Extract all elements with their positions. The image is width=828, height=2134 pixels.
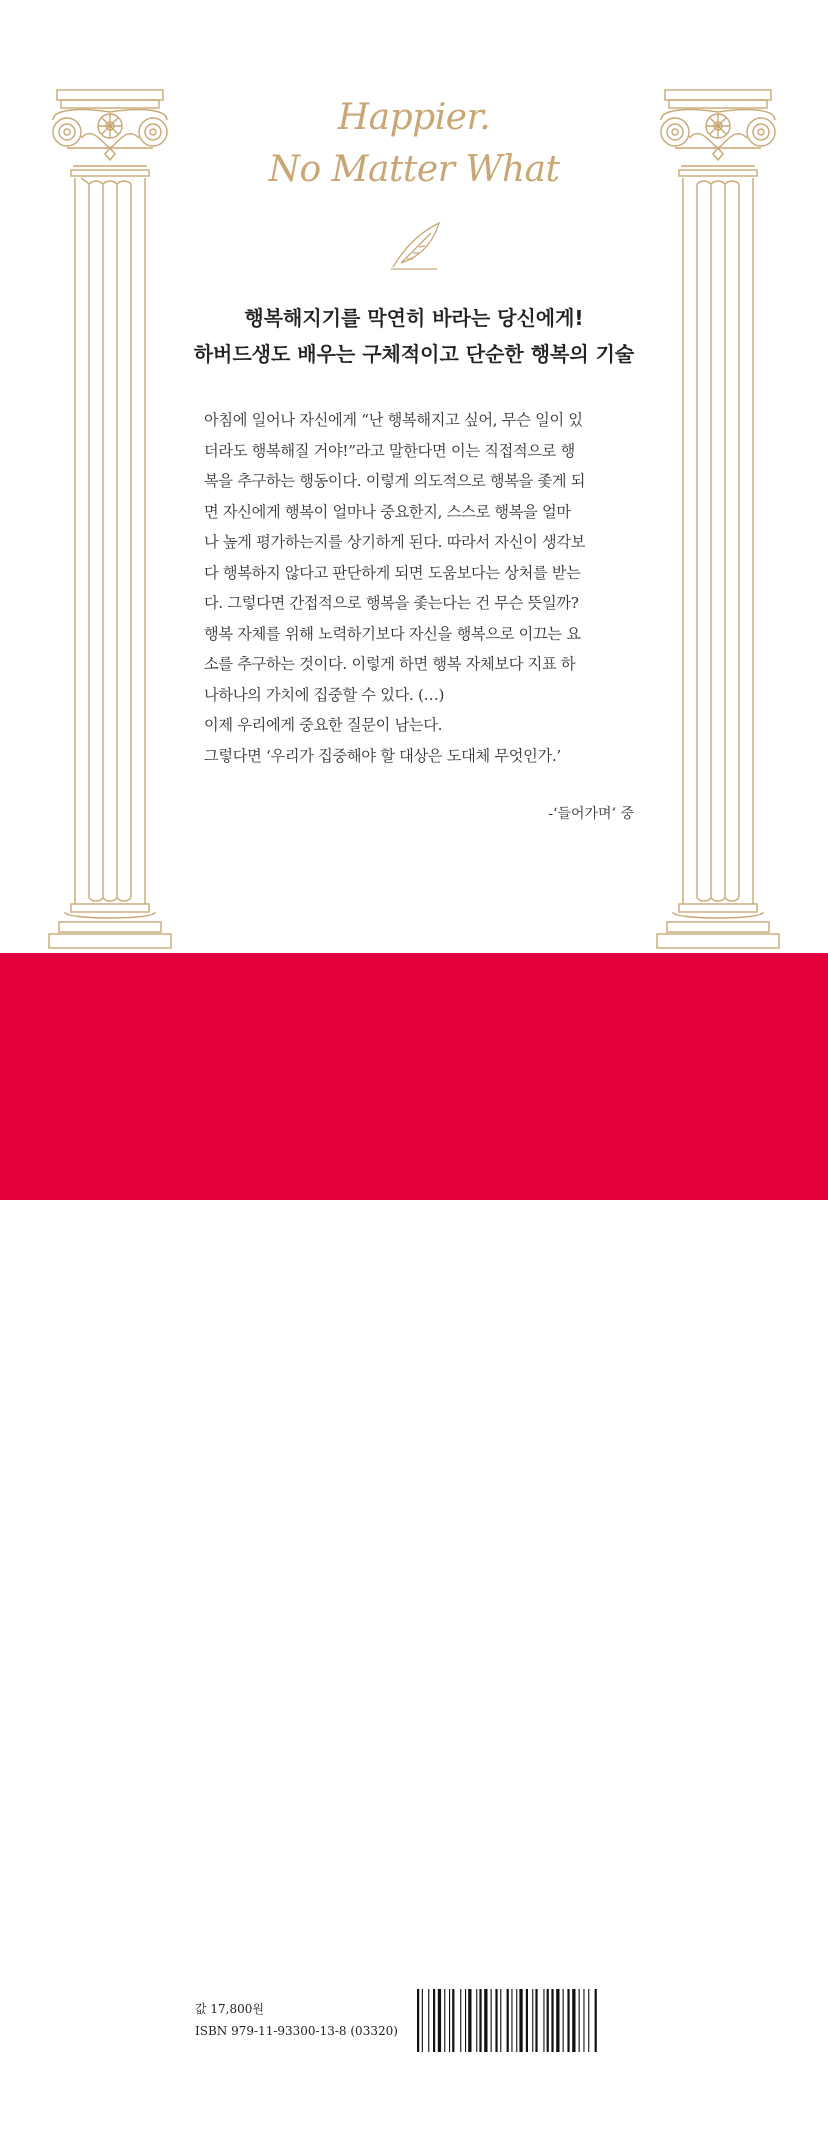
barcode-bar	[583, 1989, 584, 2052]
english-title	[250, 92, 578, 196]
watermark: yes24	[775, 2123, 806, 2134]
title-line-1: Happier.	[337, 97, 491, 138]
barcode-bar	[500, 1989, 501, 2052]
price-barcode-box	[177, 1983, 652, 2058]
barcode-bar	[465, 1989, 466, 2052]
barcode-bar	[484, 1989, 487, 2052]
barcode-bar	[572, 1989, 575, 2052]
price-info	[195, 1998, 398, 2042]
barcode-bar	[543, 1989, 544, 2052]
barcode-bar	[567, 1989, 569, 2052]
excerpt-line: 다. 그렇다면 간접적으로 행복을 좇는다는 건 무슨 뜻일까?	[204, 594, 579, 612]
excerpt-line: 소를 추구하는 것이다. 이렇게 하면 행복 자체보다 지표 하	[204, 655, 576, 673]
excerpt-line: 면 자신에게 행복이 얼마나 중요한지, 스스로 행복을 얼마	[204, 502, 571, 521]
barcode-bar	[444, 1989, 445, 2052]
barcode-bar	[532, 1989, 533, 2052]
headline-line-2: 하버드생도 배우는 구체적이고 단순한 행복의 기술	[193, 342, 635, 366]
barcode-bar	[526, 1989, 528, 2052]
excerpt-line: 복을 추구하는 행동이다. 이렇게 의도적으로 행복을 좇게 되	[204, 472, 586, 490]
barcode-bar	[468, 1989, 471, 2052]
barcode-bar	[433, 1989, 435, 2052]
headline-line-1: 행복해지기를 막연히 바라는 당신에게!	[244, 306, 584, 330]
barcode-bar	[417, 1989, 419, 2052]
barcode-bar	[588, 1989, 589, 2052]
left-ionic-column-illustration	[45, 86, 175, 950]
barcode-bar	[449, 1989, 450, 2052]
excerpt-line: 나 높게 평가하는지를 상기하게 된다. 따라서 자신이 생각보	[204, 533, 586, 551]
right-ionic-column-illustration	[653, 86, 783, 950]
excerpt-line: 행복 자체를 위해 노력하기보다 자신을 행복으로 이끄는 요	[204, 624, 581, 643]
barcode-bar	[460, 1989, 461, 2052]
barcode-bar	[452, 1989, 454, 2052]
barcode-bar	[579, 1989, 580, 2052]
barcode-bar	[507, 1989, 509, 2052]
barcode-bar	[491, 1989, 492, 2052]
barcode-bar	[556, 1989, 559, 2052]
excerpt-attribution: -‘들어가며’ 중	[548, 806, 634, 822]
excerpt-line: 이제 우리에게 중요한 질문이 남는다.	[204, 716, 443, 734]
barcode-bar	[422, 1989, 423, 2052]
quill-feather-icon	[385, 215, 445, 275]
barcode-bar	[595, 1989, 597, 2052]
barcode-bar	[516, 1989, 517, 2052]
excerpt-line: 다 행복하지 않다고 판단하게 되면 도움보다는 상처를 받는	[204, 563, 581, 582]
excerpt-line: 더라도 행복해질 거야!”라고 말한다면 이는 직접적으로 행	[204, 441, 575, 460]
headline	[130, 300, 698, 372]
barcode-bar	[495, 1989, 497, 2052]
barcode-bar	[519, 1989, 522, 2052]
red-bottom-band	[0, 953, 828, 2134]
excerpt-line: 아침에 일어나 자신에게 “난 행복해지고 싶어, 무슨 일이 있	[204, 411, 583, 429]
excerpt-line: 그렇다면 ‘우리가 집중해야 할 대상은 도대체 무엇인가.’	[204, 746, 561, 765]
isbn-label: ISBN 979-11-93300-13-8 (03320)	[195, 2024, 398, 2038]
barcode-bar	[476, 1989, 477, 2052]
barcode	[415, 1989, 647, 2052]
barcode-bar	[535, 1989, 537, 2052]
excerpt-text	[204, 405, 634, 771]
barcode-bar	[428, 1989, 429, 2052]
barcode-bar	[547, 1989, 549, 2052]
barcode-bar	[551, 1989, 553, 2052]
barcode-bar	[511, 1989, 512, 2052]
title-line-2: No Matter What	[268, 149, 560, 190]
excerpt-line: 나하나의 가치에 집중할 수 있다. (…)	[204, 685, 445, 704]
price-label: 값 17,800원	[195, 2002, 264, 2016]
barcode-bar	[563, 1989, 564, 2052]
barcode-bar	[479, 1989, 481, 2052]
barcode-bar	[438, 1989, 441, 2052]
